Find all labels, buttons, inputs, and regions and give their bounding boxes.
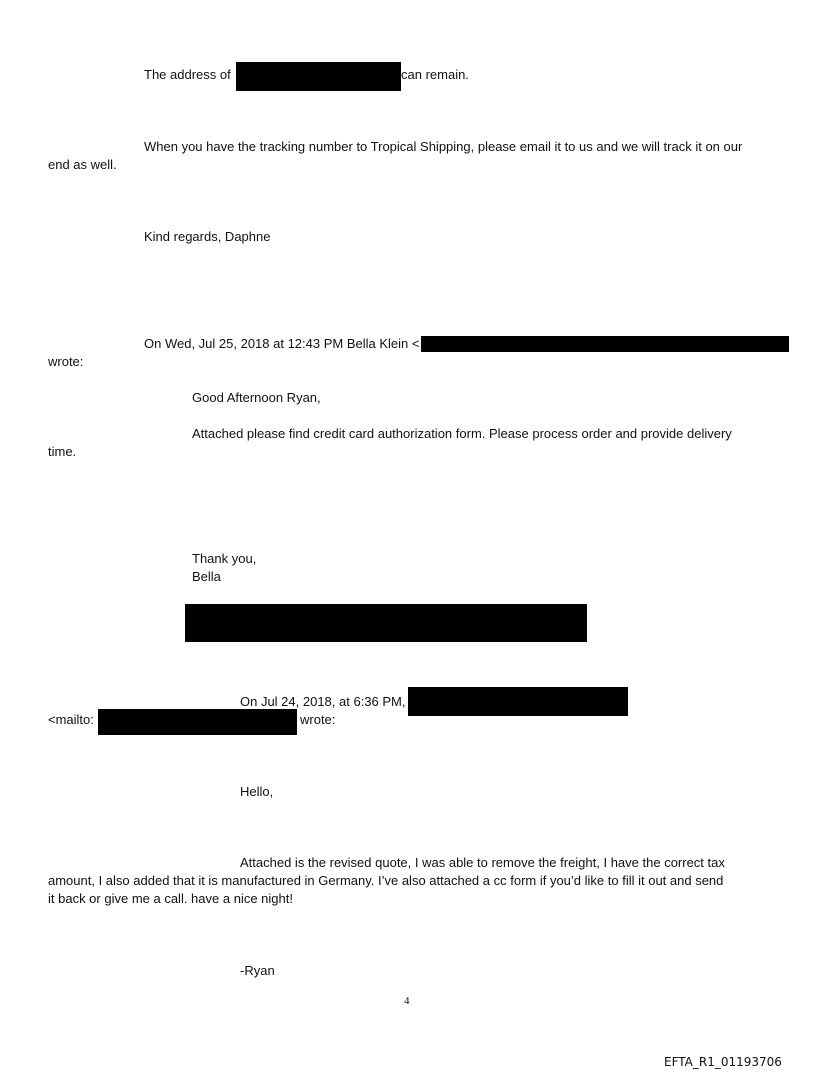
quote-header-ryan-wrote: wrote: — [300, 712, 336, 727]
bella-body-line2: time. — [48, 444, 77, 459]
page-number: 4 — [404, 995, 410, 1007]
bella-greeting: Good Afternoon Ryan, — [192, 390, 321, 405]
signoff: Kind regards, Daphne — [144, 229, 271, 244]
ryan-body-line3: it back or give me a call. have a nice night! — [48, 891, 293, 906]
redaction-block — [421, 336, 789, 352]
quote-header-bella-wrote: wrote: — [48, 354, 84, 369]
bella-thanks: Thank you, — [192, 551, 257, 566]
document-id: EFTA_R1_01193706 — [664, 1055, 782, 1069]
quote-header-ryan-mailto: <mailto: — [48, 712, 94, 727]
ryan-signature: -Ryan — [240, 963, 275, 978]
redaction-block — [185, 604, 587, 642]
redaction-block — [408, 687, 628, 716]
bella-body-line1: Attached please find credit card authorization form. Please process order and provide delivery — [192, 426, 732, 441]
tracking-text-line1: When you have the tracking number to Tropical Shipping, please email it to us and we will track it on our — [144, 139, 743, 154]
redaction-block — [98, 709, 297, 735]
ryan-greeting: Hello, — [240, 784, 274, 799]
tracking-text-line2: end as well. — [48, 157, 117, 172]
ryan-body-line1: Attached is the revised quote, I was able to remove the freight, I have the correct tax — [240, 855, 725, 870]
quote-header-ryan: On Jul 24, 2018, at 6:36 PM, — [240, 694, 406, 709]
address-suffix: can remain. — [401, 67, 469, 82]
redaction-block — [236, 62, 401, 91]
bella-name: Bella — [192, 569, 221, 584]
quote-header-bella: On Wed, Jul 25, 2018 at 12:43 PM Bella Klein < — [144, 336, 420, 351]
address-prefix: The address of — [144, 67, 231, 82]
ryan-body-line2: amount, I also added that it is manufactured in Germany. I’ve also attached a cc form if you’d like to fill it out and send — [48, 873, 724, 888]
